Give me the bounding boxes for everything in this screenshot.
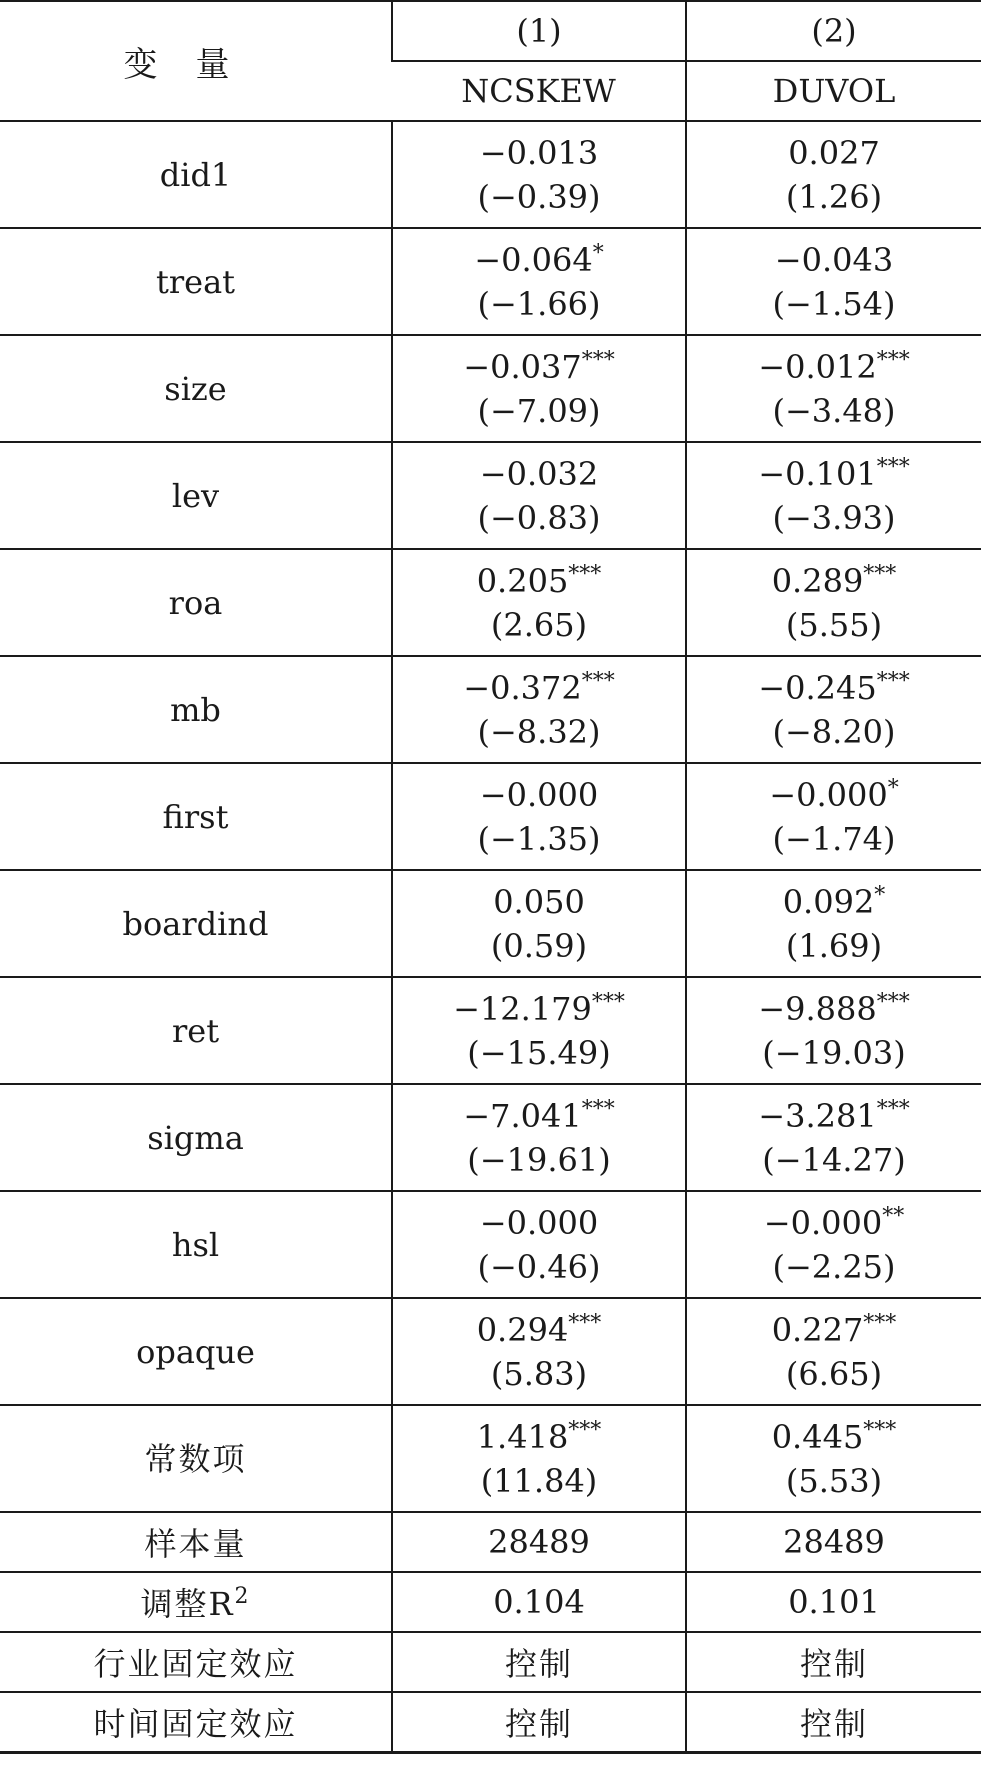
table-row [0,763,981,870]
adj-r2-exponent: 2 [234,1584,251,1609]
column-2-number: (2) [686,1,981,61]
estimate-cell-col2 [686,870,981,977]
header-row-numbers [0,1,981,61]
estimate-cell-col2 [686,549,981,656]
industry-fe-row [0,1632,981,1692]
time-fe-row [0,1692,981,1753]
coefficient [393,1201,685,1245]
coefficient [393,773,685,817]
coefficient-value: −9.888 [758,989,877,1028]
variable-name: hsl [0,1191,392,1298]
significance-stars: *** [568,1417,602,1443]
coefficient [393,1415,685,1459]
coefficient-value: 1.418 [476,1417,569,1456]
coefficient [687,559,981,603]
coefficient [687,666,981,710]
t-statistic: (1.69) [785,926,883,965]
time-fe-label: 时间固定效应 [0,1692,392,1753]
coefficient [393,238,685,282]
column-1-number: (1) [392,1,686,61]
t-statistic: (1.26) [785,177,883,216]
coefficient [393,987,685,1031]
coefficient [687,1201,981,1245]
significance-stars: *** [591,989,625,1015]
estimate-cell-col1 [392,1191,686,1298]
variable-name: opaque [0,1298,392,1405]
coefficient-value: −0.372 [463,668,582,707]
time-fe-col2: 控制 [686,1692,981,1753]
coefficient-value: −0.000 [479,1203,599,1242]
sample-size-col2: 28489 [686,1512,981,1572]
t-statistic: (−1.74) [772,819,896,858]
coefficient-value: 0.092 [782,882,875,921]
variable-name: roa [0,549,392,656]
coefficient [687,987,981,1031]
column-1-name: NCSKEW [392,61,686,121]
t-statistic: (−0.39) [477,177,601,216]
coefficient-value: 0.050 [493,882,585,921]
significance-stars: *** [863,1417,897,1443]
t-statistic: (−19.61) [467,1140,611,1179]
significance-stars: *** [581,347,615,373]
table-row [0,1191,981,1298]
estimate-cell-col1 [392,1298,686,1405]
significance-stars: * [592,240,604,266]
coefficient [687,1094,981,1138]
adj-r2-col2: 0.101 [686,1572,981,1632]
t-statistic: (−7.09) [477,391,601,430]
significance-stars: *** [863,561,897,587]
estimate-cell-col1 [392,549,686,656]
table-row [0,121,981,228]
t-statistic: (−3.48) [772,391,896,430]
coefficient [393,131,685,175]
estimate-cell-col2 [686,335,981,442]
coefficient [687,1308,981,1352]
significance-stars: * [887,775,899,801]
variable-name: boardind [0,870,392,977]
coefficient [393,1094,685,1138]
significance-stars: *** [876,1096,910,1122]
coefficient-value: −0.000 [479,775,599,814]
t-statistic: (11.84) [480,1461,598,1500]
estimate-cell-col2 [686,977,981,1084]
coefficient [393,452,685,496]
coefficient-value: −0.012 [758,347,877,386]
coefficient-value: −0.101 [758,454,877,493]
estimate-cell-col2 [686,121,981,228]
variable-name: lev [0,442,392,549]
coefficient-value: −3.281 [758,1096,877,1135]
coefficient-value: 0.294 [476,1310,569,1349]
t-statistic: (5.53) [785,1461,883,1500]
industry-fe-label: 行业固定效应 [0,1632,392,1692]
coefficient-value: 0.289 [771,561,864,600]
variable-name: ret [0,977,392,1084]
coefficient [393,559,685,603]
variable-name: first [0,763,392,870]
table-row [0,442,981,549]
estimate-cell-col1 [392,656,686,763]
coefficient-value: −0.000 [769,775,888,814]
t-statistic: (0.59) [490,926,588,965]
table-row [0,977,981,1084]
t-statistic: (−1.66) [477,284,601,323]
variable-header: 变量 [0,1,392,121]
coefficient-value: 0.227 [771,1310,864,1349]
adj-r2-label [0,1572,392,1632]
adj-r2-label-text: 调整R [140,1585,235,1623]
table-row [0,1084,981,1191]
significance-stars: *** [876,668,910,694]
significance-stars: *** [876,989,910,1015]
sample-size-row [0,1512,981,1572]
t-statistic: (−19.03) [762,1033,906,1072]
coefficient-value: −0.037 [463,347,582,386]
coefficient [687,345,981,389]
coefficient-value: −12.179 [453,989,592,1028]
estimate-cell-col2 [686,1405,981,1512]
estimate-cell-col2 [686,1298,981,1405]
table-row [0,335,981,442]
estimate-cell-col2 [686,1191,981,1298]
estimate-cell-col1 [392,335,686,442]
industry-fe-col2: 控制 [686,1632,981,1692]
coefficient-value: 0.027 [788,133,880,172]
table-row [0,1405,981,1512]
variable-name: sigma [0,1084,392,1191]
t-statistic: (−1.35) [477,819,601,858]
estimate-cell-col2 [686,656,981,763]
coefficient-value: −0.032 [479,454,599,493]
sample-size-label: 样本量 [0,1512,392,1572]
estimate-cell-col1 [392,763,686,870]
table-row [0,870,981,977]
t-statistic: (−0.83) [477,498,601,537]
significance-stars: *** [568,1310,602,1336]
table-row [0,228,981,335]
coefficient-value: −0.064 [474,240,593,279]
significance-stars: *** [581,1096,615,1122]
adj-r2-col1: 0.104 [392,1572,686,1632]
t-statistic: (−8.20) [772,712,896,751]
estimate-cell-col2 [686,1084,981,1191]
significance-stars: *** [876,347,910,373]
estimate-cell-col2 [686,228,981,335]
estimate-cell-col2 [686,442,981,549]
coefficient [687,452,981,496]
coefficient [393,880,685,924]
estimate-cell-col1 [392,228,686,335]
variable-name: treat [0,228,392,335]
sample-size-col1: 28489 [392,1512,686,1572]
t-statistic: (−8.32) [477,712,601,751]
adj-r2-row [0,1572,981,1632]
significance-stars: ** [882,1203,905,1229]
coefficient [687,1415,981,1459]
table-row [0,656,981,763]
significance-stars: * [874,882,886,908]
significance-stars: *** [581,668,615,694]
coefficient-value: 0.445 [771,1417,864,1456]
table-row [0,549,981,656]
t-statistic: (−3.93) [772,498,896,537]
table-row [0,1298,981,1405]
t-statistic: (−15.49) [467,1033,611,1072]
variable-name: did1 [0,121,392,228]
coefficient-value: 0.205 [476,561,569,600]
coefficient [393,666,685,710]
coefficient-value: −0.043 [774,240,894,279]
estimate-cell-col1 [392,977,686,1084]
time-fe-col1: 控制 [392,1692,686,1753]
column-2-name: DUVOL [686,61,981,121]
coefficient [687,238,981,282]
t-statistic: (−1.54) [772,284,896,323]
estimate-cell-col1 [392,870,686,977]
variable-name: mb [0,656,392,763]
significance-stars: *** [876,454,910,480]
coefficient [687,131,981,175]
coefficient-value: −0.245 [758,668,877,707]
industry-fe-col1: 控制 [392,1632,686,1692]
estimate-cell-col1 [392,1405,686,1512]
coefficient-value: −0.000 [763,1203,883,1242]
coefficient-value: −7.041 [463,1096,582,1135]
variable-name: size [0,335,392,442]
significance-stars: *** [863,1310,897,1336]
estimate-cell-col1 [392,1084,686,1191]
t-statistic: (5.55) [785,605,883,644]
t-statistic: (−2.25) [772,1247,896,1286]
t-statistic: (2.65) [490,605,588,644]
variable-name: 常数项 [0,1405,392,1512]
t-statistic: (6.65) [785,1354,883,1393]
coefficient-value: −0.013 [479,133,599,172]
coefficient [687,773,981,817]
t-statistic: (5.83) [490,1354,588,1393]
coefficient [393,1308,685,1352]
significance-stars: *** [568,561,602,587]
coefficient [393,345,685,389]
estimate-cell-col2 [686,763,981,870]
t-statistic: (−14.27) [762,1140,906,1179]
estimate-cell-col1 [392,442,686,549]
t-statistic: (−0.46) [477,1247,601,1286]
estimate-cell-col1 [392,121,686,228]
coefficient [687,880,981,924]
